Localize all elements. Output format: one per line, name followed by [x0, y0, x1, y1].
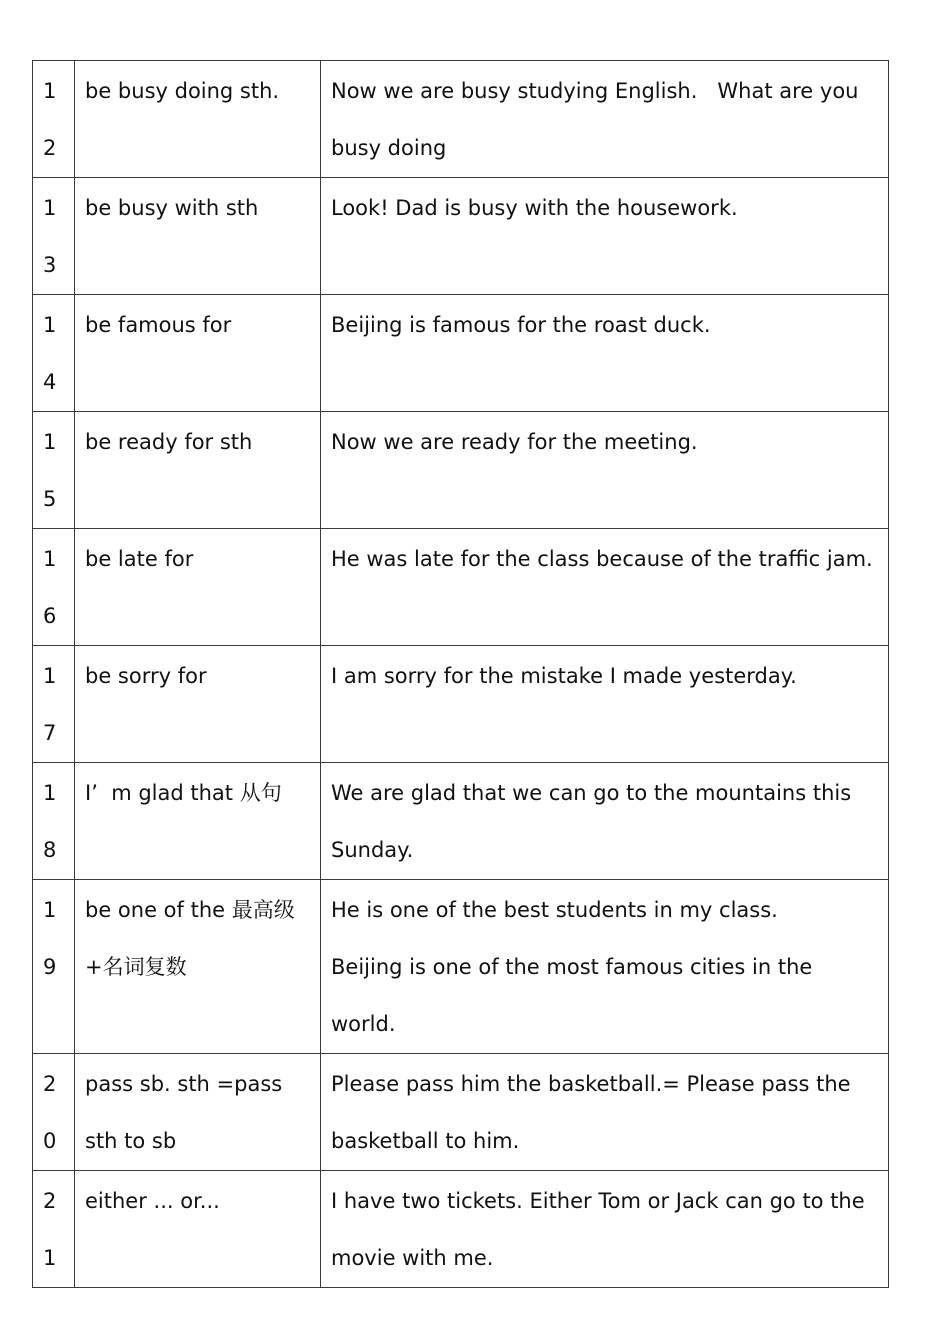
phrase-cell: be famous for [75, 295, 321, 412]
table-row [33, 1054, 889, 1171]
table-row [33, 529, 889, 646]
row-number: 1 4 [33, 295, 75, 412]
phrase-table [32, 60, 889, 1288]
example-cell: Beijing is famous for the roast duck. [321, 295, 889, 412]
row-number: 1 2 [33, 61, 75, 178]
row-number: 1 9 [33, 880, 75, 1054]
phrase-cell: pass sb. sth =pass sth to sb [75, 1054, 321, 1171]
example-cell: We are glad that we can go to the mountains this Sunday. [321, 763, 889, 880]
row-number: 1 7 [33, 646, 75, 763]
example-cell: He is one of the best students in my class. Beijing is one of the most famous cities in the world. [321, 880, 889, 1054]
phrase-cell: be busy with sth [75, 178, 321, 295]
table-row [33, 412, 889, 529]
row-number: 1 3 [33, 178, 75, 295]
example-cell: I am sorry for the mistake I made yesterday. [321, 646, 889, 763]
example-cell: Look! Dad is busy with the housework. [321, 178, 889, 295]
table-row [33, 178, 889, 295]
row-number: 1 6 [33, 529, 75, 646]
row-number: 2 0 [33, 1054, 75, 1171]
table-row [33, 763, 889, 880]
phrase-cell: be busy doing sth. [75, 61, 321, 178]
phrase-cell: be ready for sth [75, 412, 321, 529]
table-row [33, 646, 889, 763]
phrase-cell: be late for [75, 529, 321, 646]
table-row [33, 1171, 889, 1288]
phrase-cell: be one of the 最高级 +名词复数 [75, 880, 321, 1054]
row-number: 2 1 [33, 1171, 75, 1288]
table-row [33, 295, 889, 412]
row-number: 1 8 [33, 763, 75, 880]
example-cell: I have two tickets. Either Tom or Jack can go to the movie with me. [321, 1171, 889, 1288]
example-cell: Please pass him the basketball.= Please pass the basketball to him. [321, 1054, 889, 1171]
table-row [33, 61, 889, 178]
example-cell: Now we are ready for the meeting. [321, 412, 889, 529]
example-cell: Now we are busy studying English. What are you busy doing [321, 61, 889, 178]
table-row [33, 880, 889, 1054]
row-number: 1 5 [33, 412, 75, 529]
phrase-cell: I’ m glad that 从句 [75, 763, 321, 880]
phrase-cell: either ... or... [75, 1171, 321, 1288]
phrase-cell: be sorry for [75, 646, 321, 763]
example-cell: He was late for the class because of the traffic jam. [321, 529, 889, 646]
